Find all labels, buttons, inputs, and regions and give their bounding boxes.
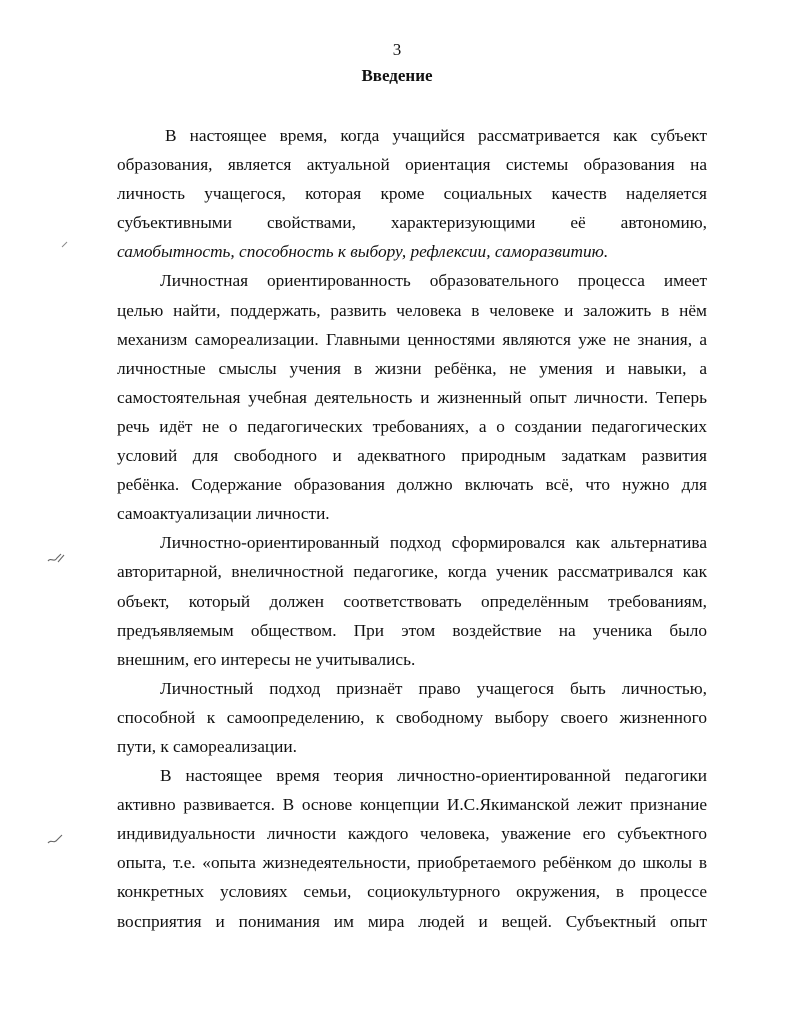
text-line: речь идёт не о педагогических требованиях, а о создании педагогических [117, 416, 707, 436]
text-line: индивидуальности личности каждого человека, уважение его субъектного [117, 824, 707, 844]
page-number: 3 [392, 40, 402, 59]
text-line: способной к самоопределению, к свободному выбору своего жизненного [117, 707, 707, 727]
text-line: восприятия и понимания им мира людей и вещей. Субъектный опыт [117, 911, 707, 931]
text-line: самобытность, способность к выбору, рефлексии, саморазвитию. [117, 242, 609, 262]
text-line: Личностно-ориентированный подход сформировался как альтернатива [160, 533, 707, 553]
text-line: образования, является актуальной ориентация системы образования на [117, 155, 707, 175]
text-line: внешним, его интересы не учитывались. [117, 649, 416, 669]
text-line: целью найти, поддержать, развить человека в человеке и заложить в нём [117, 300, 707, 320]
text-line: условий для свободного и адекватного природным задаткам развития [117, 446, 707, 466]
text-line: авторитарной, внеличностной педагогике, когда ученик рассматривался как [117, 562, 707, 582]
text-line: опыта, т.е. «опыта жизнедеятельности, приобретаемого ребёнком до школы в [117, 853, 707, 873]
text-line: личностные смыслы учения в жизни ребёнка, не умения и навыки, а [117, 358, 707, 378]
text-line: пути, к самореализации. [117, 736, 297, 756]
text-line: субъективными свойствами, характеризующими её автономию, [117, 213, 707, 233]
text-line: личность учащегося, которая кроме социальных качеств наделяется [117, 184, 707, 204]
text-line: самоактуализации личности. [117, 504, 330, 524]
margin-mark-icon [58, 236, 80, 250]
text-line: предъявляемым обществом. При этом воздействие на ученика было [117, 620, 707, 640]
text-line: самостоятельная учебная деятельность и жизненный опыт личности. Теперь [117, 387, 707, 407]
text-line: В настоящее время, когда учащийся рассматривается как субъект [165, 126, 707, 145]
text-line: Личностная ориентированность образовательного процесса имеет [160, 271, 707, 291]
text-line: В настоящее время теория личностно-ориентированной педагогики [160, 766, 707, 786]
paragraph-2 [117, 266, 707, 528]
paragraph-1 [117, 121, 707, 266]
paragraph-5 [117, 761, 707, 936]
paragraph-4 [117, 674, 707, 761]
paragraph-3 [117, 528, 707, 673]
margin-mark-icon [46, 551, 68, 565]
page-title: Введение [361, 66, 433, 85]
text-line: объект, который должен соответствовать определённым требованиям, [117, 591, 707, 611]
text-body [117, 121, 707, 936]
text-line: конкретных условиях семьи, социокультурного окружения, в процессе [117, 882, 707, 902]
margin-mark-icon [46, 832, 68, 846]
text-line: Личностный подход признаёт право учащегося быть личностью, [160, 678, 707, 698]
text-line: ребёнка. Содержание образования должно включать всё, что нужно для [117, 475, 707, 495]
text-line: активно развивается. В основе концепции И.С.Якиманской лежит признание [117, 795, 707, 815]
text-line: механизм самореализации. Главными ценностями являются уже не знания, а [117, 329, 707, 349]
